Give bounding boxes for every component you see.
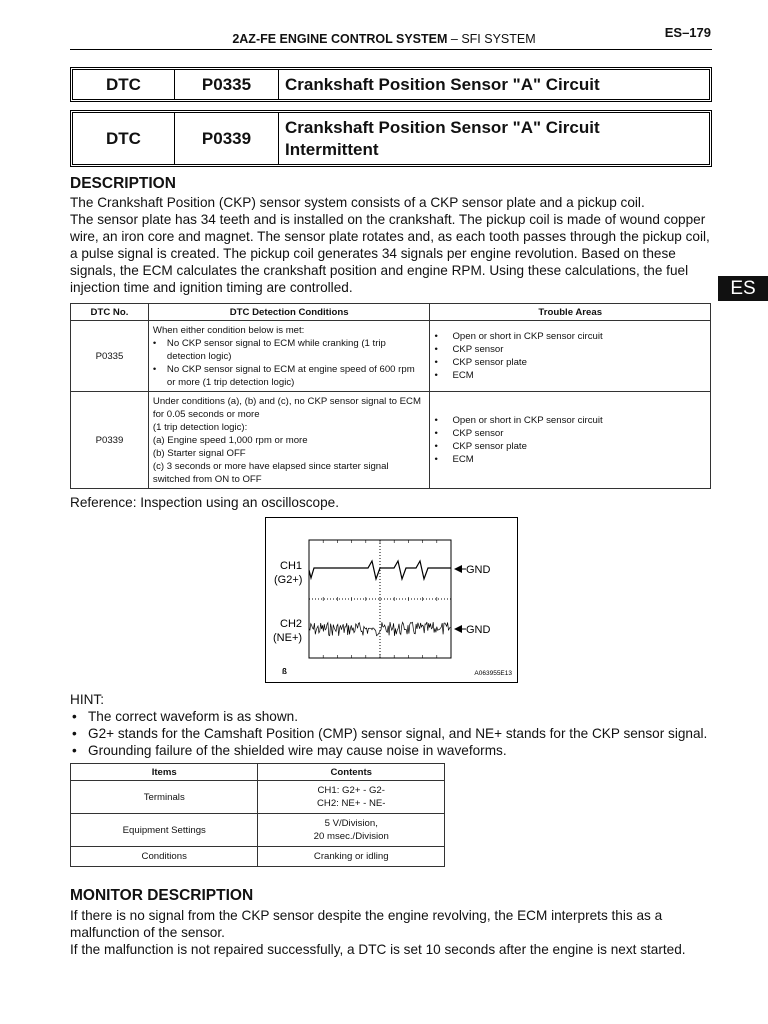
- oscilloscope-figure: [265, 517, 518, 683]
- condition-list: [153, 337, 426, 389]
- item-cell: Conditions: [71, 847, 258, 867]
- trouble-areas-cell: [430, 321, 711, 392]
- list-item: • ECM: [434, 453, 706, 466]
- condition-line: Under conditions (a), (b) and (c), no CKP sensor signal to ECM for 0.05 seconds or more: [152, 395, 421, 420]
- contents-line: CH1: G2+ - G2-: [317, 785, 385, 796]
- header-separator: –: [450, 32, 458, 46]
- monitor-paragraph: If there is no signal from the CKP sensor despite the engine revolving, the ECM interprets this as a malfunction of the sensor.: [70, 908, 663, 940]
- dtc-code-cell: P0335: [71, 321, 149, 392]
- column-header: DTC Detection Conditions: [148, 304, 430, 321]
- list-item: • CKP sensor plate: [434, 440, 706, 453]
- dtc-code-cell: P0339: [71, 392, 149, 489]
- column-header: Items: [71, 764, 258, 781]
- reference-text: Reference: Inspection using an oscilloscope.: [70, 495, 340, 510]
- description-heading: DESCRIPTION: [70, 175, 176, 192]
- running-header: [0, 32, 768, 46]
- ch2-gnd-label: GND: [466, 624, 491, 636]
- condition-intro: When either condition below is met:: [152, 324, 305, 336]
- ch2-label: CH2: [280, 618, 303, 630]
- waveform-diagram: [266, 518, 517, 682]
- ch1-gnd-label: GND: [466, 564, 491, 576]
- list-item: • No CKP sensor signal to ECM while cranking (1 trip detection logic): [153, 337, 426, 363]
- ch1-signal-label: (G2+): [274, 574, 303, 586]
- ch1-label: CH1: [280, 560, 303, 572]
- dtc-box-p0339: [70, 110, 712, 167]
- header-system: 2AZ-FE ENGINE CONTROL SYSTEM: [232, 32, 448, 46]
- list-item: • Open or short in CKP sensor circuit: [434, 330, 706, 343]
- contents-line: 5 V/Division,: [324, 818, 378, 829]
- trouble-areas-cell: [430, 392, 711, 489]
- list-item: • ECM: [434, 369, 706, 382]
- trouble-area-list: [434, 330, 706, 382]
- contents-cell: Cranking or idling: [258, 847, 445, 867]
- item-cell: Equipment Settings: [71, 814, 258, 847]
- description-text: [70, 194, 720, 296]
- trouble-area-list: [434, 414, 706, 466]
- table-row: [71, 321, 711, 392]
- dtc-code: P0339: [175, 113, 279, 164]
- header-subsystem: SFI SYSTEM: [461, 32, 536, 46]
- dtc-label: DTC: [73, 70, 175, 99]
- item-cell: Terminals: [71, 781, 258, 814]
- list-item: • No CKP sensor signal to ECM at engine speed of 600 rpm or more (1 trip detection logic): [153, 363, 426, 389]
- condition-line: (b) Starter signal OFF: [152, 447, 246, 459]
- dtc-title: Crankshaft Position Sensor "A" Circuit Intermittent: [285, 117, 600, 159]
- table-row: [71, 847, 445, 867]
- dtc-title: Crankshaft Position Sensor "A" Circuit: [285, 74, 600, 94]
- condition-line: (c) 3 seconds or more have elapsed since starter signal switched from ON to OFF: [152, 460, 389, 485]
- ch2-signal-label: (NE+): [273, 632, 303, 644]
- condition-line: (1 trip detection logic):: [152, 421, 248, 433]
- table-row: [71, 392, 711, 489]
- oscilloscope-settings-table: [70, 763, 445, 867]
- condition-line: (a) Engine speed 1,000 rpm or more: [152, 434, 308, 446]
- detection-conditions-cell: [148, 321, 430, 392]
- dtc-box-p0335: [70, 67, 712, 102]
- es-section-tab: ES: [718, 276, 768, 301]
- dtc-detection-table: [70, 303, 711, 489]
- list-item: • G2+ stands for the Camshaft Position (CMP) sensor signal, and NE+ stands for the CKP sensor signal.: [70, 725, 707, 742]
- description-paragraph: The Crankshaft Position (CKP) sensor system consists of a CKP sensor plate and a pickup coil.: [70, 195, 645, 210]
- monitor-text: [70, 907, 720, 958]
- column-header: DTC No.: [71, 304, 149, 321]
- monitor-heading: MONITOR DESCRIPTION: [70, 887, 254, 904]
- contents-line: CH2: NE+ - NE-: [316, 798, 386, 809]
- list-item: • CKP sensor: [434, 427, 706, 440]
- detection-conditions-cell: [148, 392, 430, 489]
- hint-list: [70, 708, 707, 759]
- list-item: • The correct waveform is as shown.: [70, 708, 707, 725]
- table-header-row: [71, 764, 445, 781]
- list-item: • Grounding failure of the shielded wire may cause noise in waveforms.: [70, 742, 707, 759]
- contents-cell: [258, 781, 445, 814]
- page-number: ES–179: [664, 25, 711, 40]
- list-item: • CKP sensor plate: [434, 356, 706, 369]
- contents-cell: [258, 814, 445, 847]
- table-header-row: [71, 304, 711, 321]
- monitor-paragraph: If the malfunction is not repaired successfully, a DTC is set 10 seconds after the engine is next started.: [70, 942, 686, 957]
- table-row: [71, 781, 445, 814]
- hint-heading: HINT:: [70, 692, 104, 707]
- figure-id: A063955E13: [474, 670, 512, 677]
- figure-mark-icon: ß: [282, 667, 287, 676]
- list-item: • Open or short in CKP sensor circuit: [434, 414, 706, 427]
- table-row: [71, 814, 445, 847]
- contents-line: 20 msec./Division: [313, 831, 389, 842]
- description-paragraph: The sensor plate has 34 teeth and is installed on the crankshaft. The pickup coil is made of wound copper wire, an iron core and magnet. The sensor plate rotates and, as each tooth passes through the pickup coil, a pulse signal is created. The pickup coil generates 34 signals per engine revolution. Based on these signals, the ECM calculates the crankshaft position and engine RPM. Using these calculations, the fuel injection time and ignition timing are controlled.: [70, 212, 710, 295]
- column-header: Trouble Areas: [430, 304, 711, 321]
- dtc-label: DTC: [73, 113, 175, 164]
- list-item: • CKP sensor: [434, 343, 706, 356]
- dtc-code: P0335: [175, 70, 279, 99]
- header-rule: [70, 49, 712, 50]
- column-header: Contents: [258, 764, 445, 781]
